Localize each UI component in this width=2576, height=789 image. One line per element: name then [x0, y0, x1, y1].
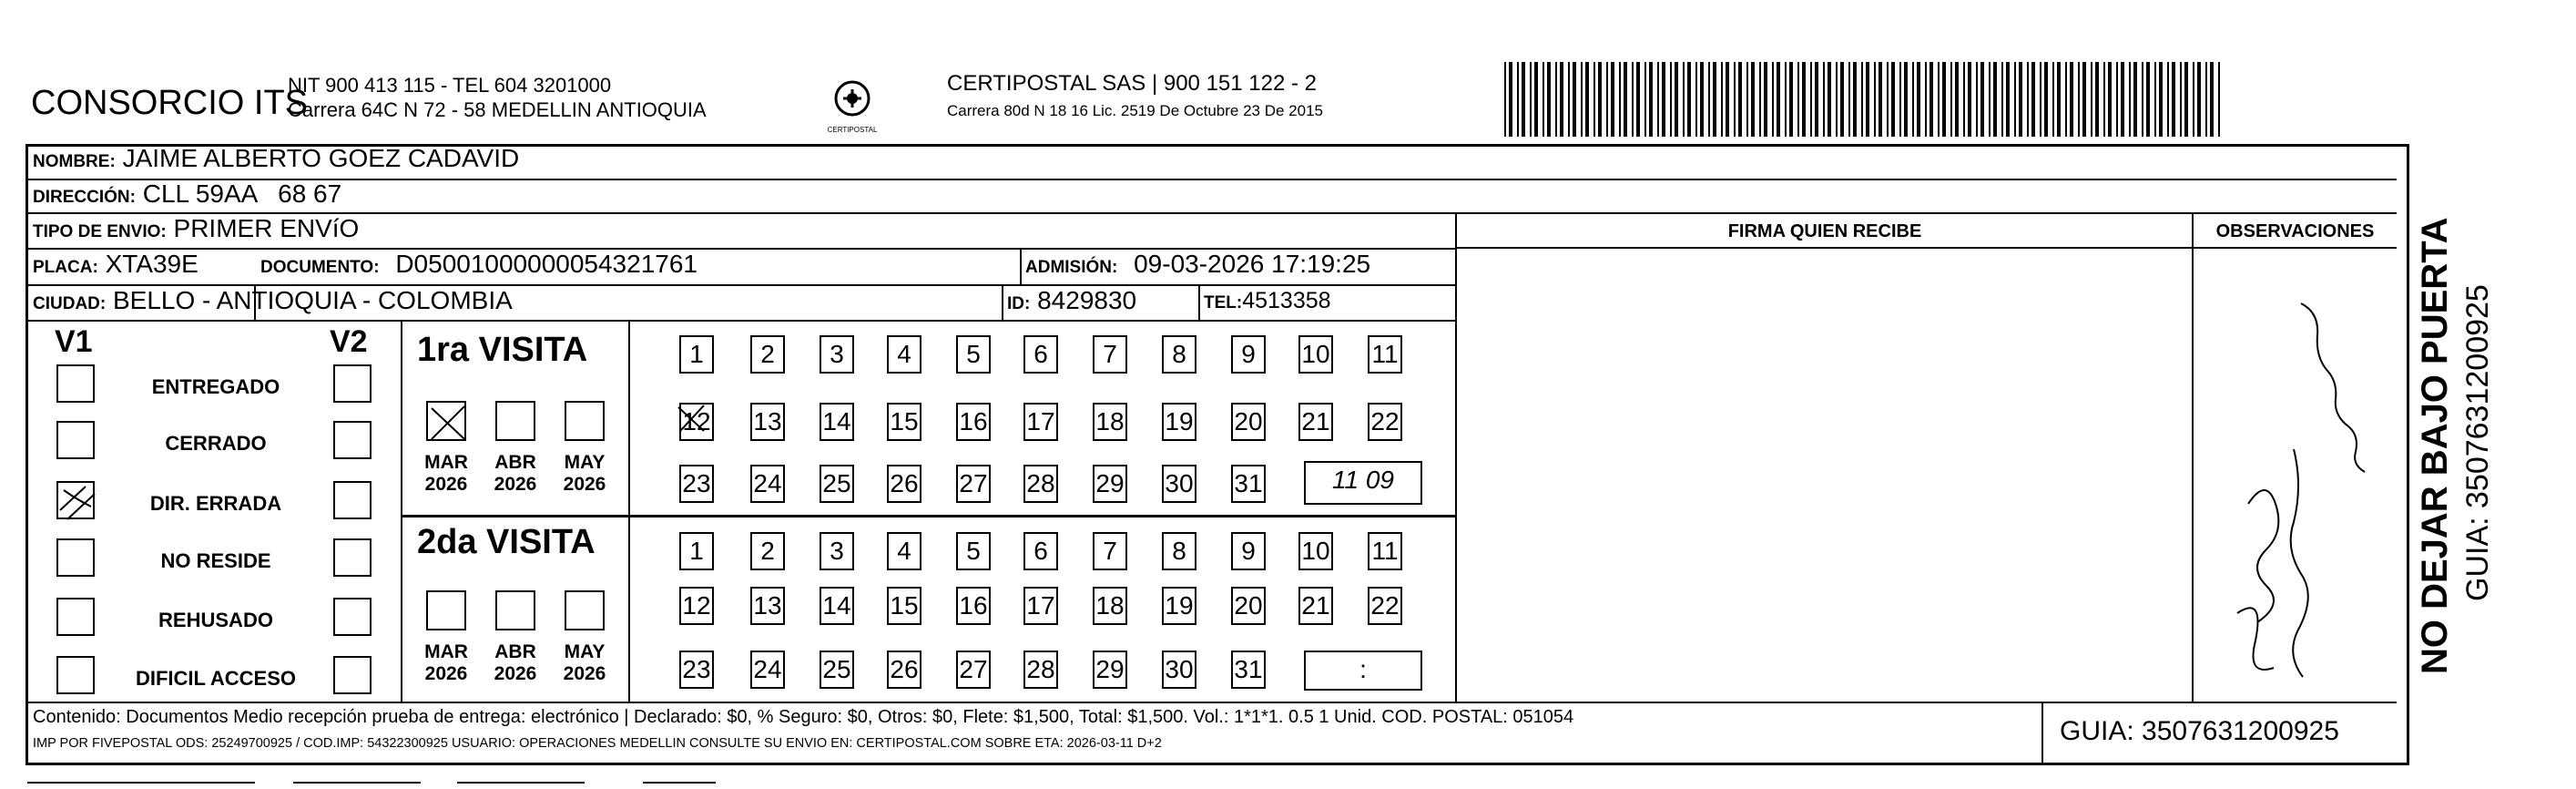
month-label: MAR 2026 — [424, 641, 468, 684]
nombre-label: NOMBRE: — [33, 152, 116, 171]
month-checkbox[interactable] — [426, 401, 466, 441]
day-box[interactable]: 20 — [1231, 403, 1266, 441]
day-box[interactable]: 31 — [1231, 465, 1266, 503]
direccion-value: CLL 59AA 68 67 — [142, 179, 342, 208]
month-checkbox[interactable] — [495, 401, 535, 441]
id-label: ID: — [1007, 294, 1031, 313]
address-line: Carrera 64C N 72 - 58 MEDELLIN ANTIOQUIA — [288, 98, 707, 121]
day-box[interactable]: 21 — [1298, 587, 1333, 625]
day-box[interactable]: 6 — [1023, 335, 1058, 374]
day-box[interactable]: 24 — [750, 651, 785, 689]
footer-contenido: Contenido: Documentos Medio recepción prueba de entrega: electrónico | Declarado: $0, % Seguro: $0, Otros: $0, Flete: $1,500, Total: $1,500. Vol.: 1*1*1. 0.5 1 Unid. COD. POSTAL: 051054 — [33, 707, 1574, 727]
day-box[interactable]: 2 — [750, 335, 785, 374]
second-visit-time[interactable]: : — [1304, 651, 1422, 691]
ciudad-value: BELLO - ANTIOQUIA - COLOMBIA — [113, 286, 513, 314]
tipo-value: PRIMER ENVíO — [173, 214, 360, 242]
month-checkbox[interactable] — [565, 590, 605, 630]
day-box[interactable]: 16 — [956, 403, 991, 441]
day-box[interactable]: 14 — [820, 403, 854, 441]
day-box[interactable]: 10 — [1298, 335, 1333, 374]
tel-value: 4513358 — [1242, 288, 1331, 313]
v1-checkbox[interactable] — [56, 481, 95, 519]
day-box[interactable]: 9 — [1231, 335, 1266, 374]
day-box[interactable]: 3 — [820, 532, 854, 570]
v1-checkbox[interactable] — [56, 598, 95, 636]
tel-label: TEL: — [1204, 293, 1243, 313]
ciudad-cell — [33, 286, 513, 315]
v2-checkbox[interactable] — [333, 656, 372, 694]
status-label: REHUSADO — [158, 609, 273, 631]
v2-checkbox[interactable] — [333, 598, 372, 636]
ciudad-label: CIUDAD: — [33, 294, 107, 313]
tel-cell — [1204, 288, 1331, 314]
cross-mark-icon — [428, 403, 468, 443]
id-cell — [1007, 286, 1136, 315]
day-box[interactable]: 7 — [1093, 532, 1127, 570]
first-visit-title: 1ra VISITA — [417, 331, 588, 369]
day-box[interactable]: 10 — [1298, 532, 1333, 570]
day-box[interactable]: 22 — [1368, 587, 1402, 625]
v2-label: V2 — [330, 324, 368, 359]
day-box[interactable]: 1 — [679, 335, 714, 374]
v1-checkbox[interactable] — [56, 538, 95, 577]
direccion-label: DIRECCIÓN: — [33, 188, 136, 207]
v1-checkbox[interactable] — [56, 364, 95, 403]
month-label: MAY 2026 — [563, 452, 606, 495]
certipostal-logo-icon — [825, 75, 880, 129]
check-mark-icon — [58, 483, 97, 521]
no-dejar-bajo-puerta: NO DEJAR BAJO PUERTA — [2415, 217, 2455, 674]
v1-label: V1 — [55, 324, 93, 359]
status-label: NO RESIDE — [160, 549, 271, 572]
first-visit-time[interactable]: 11 09 — [1304, 461, 1422, 505]
day-box[interactable]: 8 — [1162, 335, 1196, 374]
certipostal-address: Carrera 80d N 18 16 Lic. 2519 De Octubre 23 De 2015 — [947, 102, 1323, 119]
day-box[interactable]: 26 — [887, 651, 921, 689]
day-box[interactable]: 11 — [1368, 335, 1402, 374]
day-box[interactable]: 15 — [887, 587, 921, 625]
v2-checkbox[interactable] — [333, 421, 372, 459]
day-box[interactable]: 19 — [1162, 403, 1196, 441]
footer-guia: GUIA: 3507631200925 — [2060, 716, 2339, 746]
tipo-label: TIPO DE ENVIO: — [33, 222, 167, 241]
day-box[interactable]: 27 — [956, 465, 991, 503]
day-box[interactable]: 1 — [679, 532, 714, 570]
second-visit-title: 2da VISITA — [417, 523, 596, 561]
day-box[interactable]: 16 — [956, 587, 991, 625]
v2-checkbox[interactable] — [333, 364, 372, 403]
day-box[interactable]: 13 — [750, 587, 785, 625]
day-box[interactable]: 19 — [1162, 587, 1196, 625]
barcode — [1502, 62, 2224, 137]
day-box[interactable]: 28 — [1023, 651, 1058, 689]
v1-checkbox[interactable] — [56, 656, 95, 694]
day-box[interactable]: 7 — [1093, 335, 1127, 374]
placa-value: XTA39E — [105, 250, 199, 278]
month-checkbox[interactable] — [426, 590, 466, 630]
day-box[interactable]: 17 — [1023, 403, 1058, 441]
company-name: CONSORCIO ITS — [31, 84, 309, 122]
day-box[interactable]: 30 — [1162, 465, 1196, 503]
day-box[interactable]: 31 — [1231, 651, 1266, 689]
day-box[interactable]: 2 — [750, 532, 785, 570]
nombre-row — [33, 144, 519, 173]
observaciones-label: OBSERVACIONES — [2215, 221, 2375, 241]
day-box[interactable]: 25 — [820, 651, 854, 689]
logo-caption: CERTIPOSTAL — [827, 126, 878, 134]
month-label: ABR 2026 — [494, 452, 537, 495]
v2-checkbox[interactable] — [333, 538, 372, 577]
nombre-value: JAIME ALBERTO GOEZ CADAVID — [122, 144, 520, 172]
day-box[interactable]: 8 — [1162, 532, 1196, 570]
day-box[interactable]: 23 — [679, 465, 714, 503]
day-box[interactable]: 14 — [820, 587, 854, 625]
tipo-row — [33, 214, 359, 243]
day-box[interactable]: 22 — [1368, 403, 1402, 441]
admision-value: 09-03-2026 17:19:25 — [1134, 250, 1371, 278]
status-label: CERRADO — [165, 432, 267, 455]
month-label: MAY 2026 — [563, 641, 606, 684]
footer-imp: IMP POR FIVEPOSTAL ODS: 25249700925 / COD.IMP: 54322300925 USUARIO: OPERACIONES MEDELLIN CONSULTE SU ENVIO EN: CERTIPOSTAL.COM SOBRE ETA: 2026-03-11 D+2 — [33, 736, 1162, 751]
day-box[interactable]: 24 — [750, 465, 785, 503]
month-checkbox[interactable] — [565, 401, 605, 441]
observaciones-handwriting — [2194, 249, 2396, 701]
day-box[interactable]: 18 — [1093, 403, 1127, 441]
cross-mark-icon — [677, 404, 708, 435]
status-label: DIR. ERRADA — [149, 492, 282, 515]
admision-cell — [1025, 250, 1370, 279]
v2-checkbox[interactable] — [333, 481, 372, 519]
day-box[interactable]: 18 — [1093, 587, 1127, 625]
nit-line: NIT 900 413 115 - TEL 604 3201000 — [288, 74, 612, 97]
side-guia: GUIA: 3507631200925 — [2460, 284, 2495, 601]
placa-cell — [33, 250, 199, 279]
status-label: ENTREGADO — [151, 375, 280, 398]
status-label: DIFICIL ACCESO — [135, 667, 296, 690]
day-box[interactable]: 26 — [887, 465, 921, 503]
month-label: ABR 2026 — [494, 641, 537, 684]
day-box[interactable]: 6 — [1023, 532, 1058, 570]
day-box[interactable]: 13 — [750, 403, 785, 441]
day-box[interactable]: 4 — [887, 335, 921, 374]
v1-checkbox[interactable] — [56, 421, 95, 459]
company-info — [288, 73, 707, 122]
day-box[interactable]: 11 — [1368, 532, 1402, 570]
day-box[interactable]: 4 — [887, 532, 921, 570]
id-value: 8429830 — [1037, 286, 1137, 314]
firma-label: FIRMA QUIEN RECIBE — [1727, 221, 1922, 241]
certipostal-name: CERTIPOSTAL SAS | 900 151 122 - 2 — [947, 71, 1317, 96]
day-box[interactable]: 3 — [820, 335, 854, 374]
day-box[interactable]: 17 — [1023, 587, 1058, 625]
documento-label: DOCUMENTO: — [260, 258, 380, 277]
documento-value: D05001000000054321761 — [395, 250, 697, 278]
day-box[interactable]: 15 — [887, 403, 921, 441]
day-box[interactable]: 28 — [1023, 465, 1058, 503]
day-box[interactable]: 12 — [679, 587, 714, 625]
day-box[interactable]: 27 — [956, 651, 991, 689]
placa-label: PLACA: — [33, 258, 98, 277]
day-box[interactable]: 12 — [679, 403, 714, 441]
day-box[interactable]: 25 — [820, 465, 854, 503]
day-box[interactable]: 5 — [956, 532, 991, 570]
day-box[interactable]: 21 — [1298, 403, 1333, 441]
month-checkbox[interactable] — [495, 590, 535, 630]
direccion-row — [33, 179, 341, 209]
month-label: MAR 2026 — [424, 452, 468, 495]
admision-label: ADMISIÓN: — [1025, 258, 1118, 277]
day-box[interactable]: 23 — [679, 651, 714, 689]
day-box[interactable]: 9 — [1231, 532, 1266, 570]
day-box[interactable]: 5 — [956, 335, 991, 374]
day-box[interactable]: 29 — [1093, 465, 1127, 503]
documento-cell — [260, 250, 697, 279]
day-box[interactable]: 29 — [1093, 651, 1127, 689]
day-box[interactable]: 20 — [1231, 587, 1266, 625]
day-box[interactable]: 30 — [1162, 651, 1196, 689]
